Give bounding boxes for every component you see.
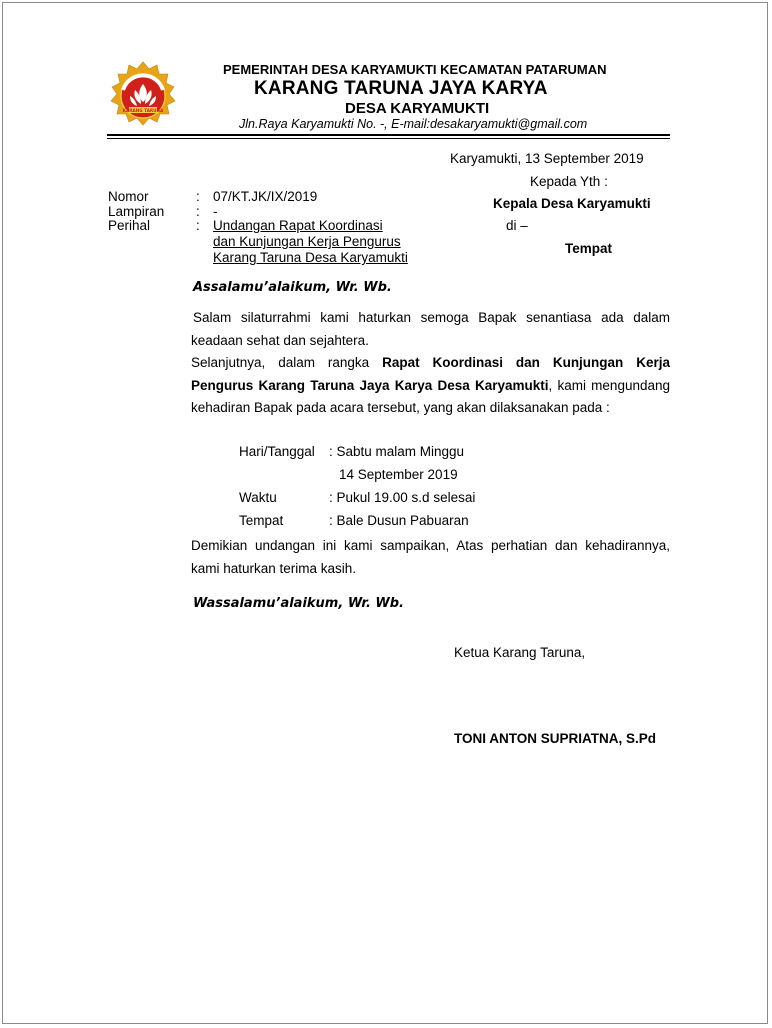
signature-title: Ketua Karang Taruna,	[454, 645, 586, 660]
gov-line: PEMERINTAH DESA KARYAMUKTI KECAMATAN PATARUMAN	[223, 62, 607, 77]
perihal-colon: :	[196, 218, 200, 233]
signature-name: TONI ANTON SUPRIATNA, S.Pd	[454, 731, 657, 746]
perihal-line-1: Undangan Rapat Koordinasi	[213, 218, 383, 233]
lampiran-label: Lampiran	[108, 204, 165, 219]
karang-taruna-logo	[106, 61, 180, 131]
closing-greeting: Wassalamu’alaikum, Wr. Wb.	[193, 596, 404, 611]
perihal-line-3: Karang Taruna Desa Karyamukti	[213, 250, 408, 265]
paragraph-3: Demikian undangan ini kami sampaikan, Atas perhatian dan kehadirannya, kami haturkan terima kasih.	[191, 538, 670, 576]
paragraph-2: Selanjutnya, dalam rangka Rapat Koordinasi dan Kunjungan Kerja Pengurus Karang Taruna Jaya Karya Desa Karyamukti, kami mengundang kehadiran Bapak pada acara tersebut, yang akan dilaksanakan pada :	[191, 355, 670, 416]
paragraph-1: Salam silaturrahmi kami haturkan semoga Bapak senantiasa ada dalam keadaan sehat dan sejahtera.	[191, 310, 670, 348]
header-divider-thin	[107, 138, 670, 139]
perihal-label: Perihal	[108, 218, 151, 233]
recipient-name: Kepala Desa Karyamukti	[493, 196, 651, 211]
recipient-di: di –	[506, 218, 528, 233]
address-line: Jln.Raya Karyamukti No. -, E-mail:desakaryamukti@gmail.com	[239, 117, 588, 131]
perihal-line-2: dan Kunjungan Kerja Pengurus	[213, 234, 401, 249]
nomor-value: 07/KT.JK/IX/2019	[213, 189, 318, 204]
day-value: : Sabtu malam Minggu	[329, 444, 465, 459]
event-name: Rapat Koordinasi dan Kunjungan Kerja Pengurus Karang Taruna Jaya Karya Desa Karyamukti	[191, 355, 670, 393]
day-label: Hari/Tanggal	[239, 444, 315, 459]
header-divider	[107, 134, 670, 136]
nomor-label: Nomor	[108, 189, 149, 204]
kepada-yth: Kepada Yth :	[530, 174, 608, 189]
recipient-tempat: Tempat	[565, 241, 613, 256]
letter-date: Karyamukti, 13 September 2019	[450, 151, 644, 166]
nomor-colon: :	[196, 189, 200, 204]
svg-text:KARANG TARUNA: KARANG TARUNA	[122, 108, 164, 113]
lampiran-colon: :	[196, 204, 200, 219]
greeting: Assalamu’alaikum, Wr. Wb.	[193, 280, 392, 295]
lampiran-value: -	[213, 204, 218, 219]
place-value: : Bale Dusun Pabuaran	[329, 513, 469, 528]
place-label: Tempat	[239, 513, 284, 528]
org-name: KARANG TARUNA JAYA KARYA	[254, 78, 548, 99]
time-label: Waktu	[239, 490, 277, 505]
time-value: : Pukul 19.00 s.d selesai	[329, 490, 476, 505]
date-value: 14 September 2019	[339, 467, 458, 482]
village-name: DESA KARYAMUKTI	[345, 100, 490, 117]
